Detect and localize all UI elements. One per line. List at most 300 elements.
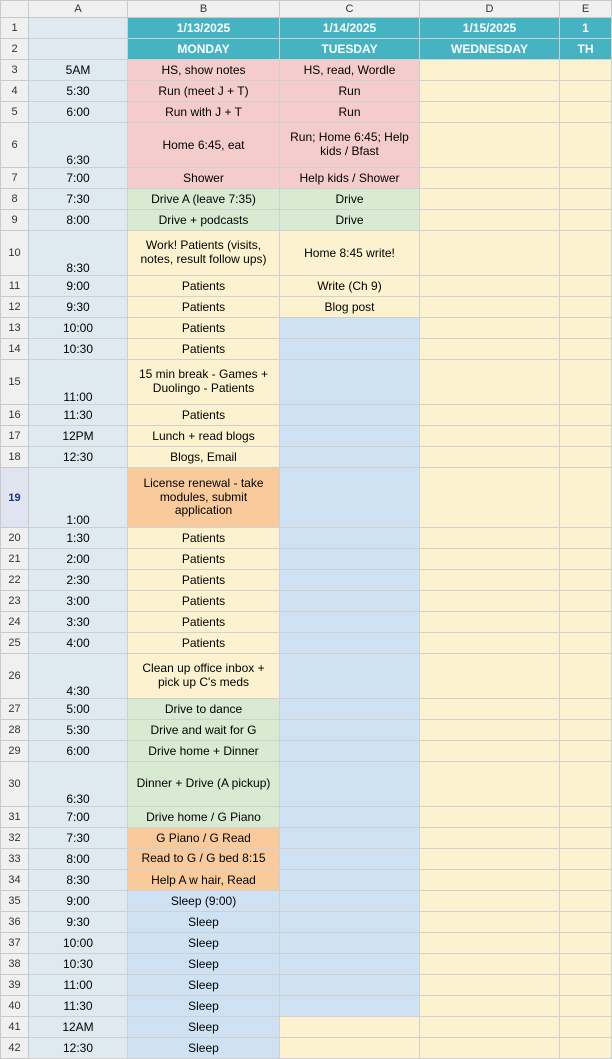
column-header-e[interactable]: E (560, 1, 612, 18)
cell-e11[interactable] (560, 276, 612, 297)
row-header-23[interactable]: 23 (1, 591, 29, 612)
cell-c13[interactable] (280, 318, 420, 339)
cell-b22[interactable]: Patients (128, 570, 280, 591)
cell-d21[interactable] (420, 549, 560, 570)
cell-c4[interactable]: Run (280, 81, 420, 102)
cell-b21[interactable]: Patients (128, 549, 280, 570)
table-row (1, 612, 612, 633)
cell-b3[interactable]: HS, show notes (128, 60, 280, 81)
cell-a26[interactable]: 4:30 (29, 654, 128, 699)
row-header-8[interactable]: 8 (1, 189, 29, 210)
cell-a29[interactable]: 6:00 (29, 741, 128, 762)
cell-d34[interactable] (420, 870, 560, 891)
row-header-33[interactable]: 33 (1, 849, 29, 870)
cell-a10[interactable]: 8:30 (29, 231, 128, 276)
cell-c8[interactable]: Drive (280, 189, 420, 210)
cell-e8[interactable] (560, 189, 612, 210)
cell-b14[interactable]: Patients (128, 339, 280, 360)
cell-d17[interactable] (420, 426, 560, 447)
cell-d27[interactable] (420, 699, 560, 720)
cell-d22[interactable] (420, 570, 560, 591)
table-row (1, 891, 612, 912)
row-header-41[interactable]: 41 (1, 1017, 29, 1038)
cell-e32[interactable] (560, 828, 612, 849)
row-header-40[interactable]: 40 (1, 996, 29, 1017)
cell-d2[interactable]: WEDNESDAY (420, 39, 560, 60)
cell-d14[interactable] (420, 339, 560, 360)
cell-a23[interactable]: 3:00 (29, 591, 128, 612)
cell-a21[interactable]: 2:00 (29, 549, 128, 570)
table-row (1, 39, 612, 60)
cell-c18[interactable] (280, 447, 420, 468)
cell-d23[interactable] (420, 591, 560, 612)
cell-c29[interactable] (280, 741, 420, 762)
table-row (1, 807, 612, 828)
cell-e16[interactable] (560, 405, 612, 426)
cell-e15[interactable] (560, 360, 612, 405)
cell-c11[interactable]: Write (Ch 9) (280, 276, 420, 297)
cell-b8[interactable]: Drive A (leave 7:35) (128, 189, 280, 210)
cell-b15[interactable]: 15 min break - Games + Duolingo - Patients (128, 360, 280, 405)
table-row (1, 231, 612, 276)
cell-d16[interactable] (420, 405, 560, 426)
cell-a13[interactable]: 10:00 (29, 318, 128, 339)
table-row (1, 828, 612, 849)
cell-c10[interactable]: Home 8:45 write! (280, 231, 420, 276)
cell-d31[interactable] (420, 807, 560, 828)
cell-a33[interactable]: 8:00 (29, 849, 128, 870)
cell-a35[interactable]: 9:00 (29, 891, 128, 912)
cell-d19[interactable] (420, 468, 560, 528)
cell-a9[interactable]: 8:00 (29, 210, 128, 231)
cell-a18[interactable]: 12:30 (29, 447, 128, 468)
cell-a32[interactable]: 7:30 (29, 828, 128, 849)
cell-b39[interactable]: Sleep (128, 975, 280, 996)
cell-e1[interactable]: 1 (560, 18, 612, 39)
cell-e31[interactable] (560, 807, 612, 828)
cell-b33[interactable]: Read to G / G bed 8:15 (128, 849, 280, 870)
row-header-7[interactable]: 7 (1, 168, 29, 189)
cell-a42[interactable]: 12:30 (29, 1038, 128, 1059)
cell-c3[interactable]: HS, read, Wordle (280, 60, 420, 81)
cell-c2[interactable]: TUESDAY (280, 39, 420, 60)
table-row (1, 189, 612, 210)
column-header-a[interactable]: A (29, 1, 128, 18)
row-header-35[interactable]: 35 (1, 891, 29, 912)
cell-b16[interactable]: Patients (128, 405, 280, 426)
cell-b35[interactable]: Sleep (9:00) (128, 891, 280, 912)
row-header-29[interactable]: 29 (1, 741, 29, 762)
row-header-25[interactable]: 25 (1, 633, 29, 654)
cell-a36[interactable]: 9:30 (29, 912, 128, 933)
table-row (1, 933, 612, 954)
cell-d15[interactable] (420, 360, 560, 405)
cell-e20[interactable] (560, 528, 612, 549)
cell-c27[interactable] (280, 699, 420, 720)
column-header-b[interactable]: B (128, 1, 280, 18)
cell-a12[interactable]: 9:30 (29, 297, 128, 318)
cell-c15[interactable] (280, 360, 420, 405)
cell-e12[interactable] (560, 297, 612, 318)
row-header-10[interactable]: 10 (1, 231, 29, 276)
table-row (1, 570, 612, 591)
cell-b26[interactable]: Clean up office inbox + pick up C's meds (128, 654, 280, 699)
cell-a7[interactable]: 7:00 (29, 168, 128, 189)
cell-a28[interactable]: 5:30 (29, 720, 128, 741)
cell-c40[interactable] (280, 996, 420, 1017)
cell-b34[interactable]: Help A w hair, Read (128, 870, 280, 891)
cell-c7[interactable]: Help kids / Shower (280, 168, 420, 189)
cell-c25[interactable] (280, 633, 420, 654)
cell-e17[interactable] (560, 426, 612, 447)
cell-b6[interactable]: Home 6:45, eat (128, 123, 280, 168)
row-header-12[interactable]: 12 (1, 297, 29, 318)
row-header-14[interactable]: 14 (1, 339, 29, 360)
row-header-15[interactable]: 15 (1, 360, 29, 405)
cell-a19[interactable]: 1:00 (29, 468, 128, 528)
cell-b11[interactable]: Patients (128, 276, 280, 297)
cell-e21[interactable] (560, 549, 612, 570)
cell-b19[interactable]: License renewal - take modules, submit application (128, 468, 280, 528)
cell-e29[interactable] (560, 741, 612, 762)
cell-c22[interactable] (280, 570, 420, 591)
cell-c39[interactable] (280, 975, 420, 996)
row-header-38[interactable]: 38 (1, 954, 29, 975)
cell-e22[interactable] (560, 570, 612, 591)
cell-c34[interactable] (280, 870, 420, 891)
column-header-d[interactable]: D (420, 1, 560, 18)
cell-e14[interactable] (560, 339, 612, 360)
cell-c16[interactable] (280, 405, 420, 426)
cell-a24[interactable]: 3:30 (29, 612, 128, 633)
cell-b25[interactable]: Patients (128, 633, 280, 654)
cell-a30[interactable]: 6:30 (29, 762, 128, 807)
table-row (1, 912, 612, 933)
cell-b4[interactable]: Run (meet J + T) (128, 81, 280, 102)
cell-d38[interactable] (420, 954, 560, 975)
cell-a16[interactable]: 11:30 (29, 405, 128, 426)
column-header-row (1, 1, 612, 18)
cell-c9[interactable]: Drive (280, 210, 420, 231)
row-header-39[interactable]: 39 (1, 975, 29, 996)
cell-c21[interactable] (280, 549, 420, 570)
cell-c30[interactable] (280, 762, 420, 807)
row-header-9[interactable]: 9 (1, 210, 29, 231)
cell-a40[interactable]: 11:30 (29, 996, 128, 1017)
cell-e33[interactable] (560, 849, 612, 870)
cell-c14[interactable] (280, 339, 420, 360)
row-header-6[interactable]: 6 (1, 123, 29, 168)
table-row (1, 849, 612, 870)
cell-e10[interactable] (560, 231, 612, 276)
table-row (1, 18, 612, 39)
row-header-24[interactable]: 24 (1, 612, 29, 633)
row-header-2[interactable]: 2 (1, 39, 29, 60)
cell-e26[interactable] (560, 654, 612, 699)
cell-e30[interactable] (560, 762, 612, 807)
cell-a37[interactable]: 10:00 (29, 933, 128, 954)
row-header-18[interactable]: 18 (1, 447, 29, 468)
row-header-28[interactable]: 28 (1, 720, 29, 741)
cell-a2[interactable] (29, 39, 128, 60)
cell-b13[interactable]: Patients (128, 318, 280, 339)
cell-d32[interactable] (420, 828, 560, 849)
cell-d25[interactable] (420, 633, 560, 654)
table-row (1, 81, 612, 102)
row-header-36[interactable]: 36 (1, 912, 29, 933)
cell-b9[interactable]: Drive + podcasts (128, 210, 280, 231)
cell-a22[interactable]: 2:30 (29, 570, 128, 591)
cell-d9[interactable] (420, 210, 560, 231)
cell-d12[interactable] (420, 297, 560, 318)
cell-e25[interactable] (560, 633, 612, 654)
cell-c35[interactable] (280, 891, 420, 912)
table-row (1, 741, 612, 762)
cell-e34[interactable] (560, 870, 612, 891)
cell-a3[interactable]: 5AM (29, 60, 128, 81)
cell-b20[interactable]: Patients (128, 528, 280, 549)
cell-d42[interactable] (420, 1038, 560, 1059)
cell-c37[interactable] (280, 933, 420, 954)
cell-d40[interactable] (420, 996, 560, 1017)
cell-b1[interactable]: 1/13/2025 (128, 18, 280, 39)
cell-d37[interactable] (420, 933, 560, 954)
cell-c36[interactable] (280, 912, 420, 933)
cell-b24[interactable]: Patients (128, 612, 280, 633)
row-header-32[interactable]: 32 (1, 828, 29, 849)
cell-d33[interactable] (420, 849, 560, 870)
table-row (1, 975, 612, 996)
cell-d36[interactable] (420, 912, 560, 933)
cell-e5[interactable] (560, 102, 612, 123)
cell-e19[interactable] (560, 468, 612, 528)
cell-a39[interactable]: 11:00 (29, 975, 128, 996)
cell-d5[interactable] (420, 102, 560, 123)
cell-e42[interactable] (560, 1038, 612, 1059)
row-header-3[interactable]: 3 (1, 60, 29, 81)
cell-b41[interactable]: Sleep (128, 1017, 280, 1038)
cell-b27[interactable]: Drive to dance (128, 699, 280, 720)
cell-e3[interactable] (560, 60, 612, 81)
table-row (1, 528, 612, 549)
cell-a5[interactable]: 6:00 (29, 102, 128, 123)
cell-d7[interactable] (420, 168, 560, 189)
cell-e13[interactable] (560, 318, 612, 339)
table-row (1, 447, 612, 468)
row-header-26[interactable]: 26 (1, 654, 29, 699)
cell-b17[interactable]: Lunch + read blogs (128, 426, 280, 447)
cell-c24[interactable] (280, 612, 420, 633)
table-row (1, 1038, 612, 1059)
cell-c41[interactable] (280, 1017, 420, 1038)
cell-d20[interactable] (420, 528, 560, 549)
cell-b36[interactable]: Sleep (128, 912, 280, 933)
cell-a15[interactable]: 11:00 (29, 360, 128, 405)
cell-c17[interactable] (280, 426, 420, 447)
cell-d11[interactable] (420, 276, 560, 297)
select-all-corner[interactable] (1, 1, 29, 18)
cell-c20[interactable] (280, 528, 420, 549)
cell-d24[interactable] (420, 612, 560, 633)
cell-e37[interactable] (560, 933, 612, 954)
cell-a34[interactable]: 8:30 (29, 870, 128, 891)
row-header-16[interactable]: 16 (1, 405, 29, 426)
table-row (1, 720, 612, 741)
cell-d35[interactable] (420, 891, 560, 912)
cell-b23[interactable]: Patients (128, 591, 280, 612)
cell-a41[interactable]: 12AM (29, 1017, 128, 1038)
cell-b31[interactable]: Drive home / G Piano (128, 807, 280, 828)
row-header-27[interactable]: 27 (1, 699, 29, 720)
cell-d3[interactable] (420, 60, 560, 81)
cell-d6[interactable] (420, 123, 560, 168)
cell-c26[interactable] (280, 654, 420, 699)
cell-b12[interactable]: Patients (128, 297, 280, 318)
cell-c32[interactable] (280, 828, 420, 849)
cell-b18[interactable]: Blogs, Email (128, 447, 280, 468)
table-row (1, 1017, 612, 1038)
cell-e35[interactable] (560, 891, 612, 912)
cell-a25[interactable]: 4:00 (29, 633, 128, 654)
table-row (1, 870, 612, 891)
row-header-42[interactable]: 42 (1, 1038, 29, 1059)
table-row (1, 360, 612, 405)
cell-e6[interactable] (560, 123, 612, 168)
cell-a11[interactable]: 9:00 (29, 276, 128, 297)
cell-c19[interactable] (280, 468, 420, 528)
table-row (1, 210, 612, 231)
cell-c42[interactable] (280, 1038, 420, 1059)
cell-e27[interactable] (560, 699, 612, 720)
table-row (1, 762, 612, 807)
row-header-34[interactable]: 34 (1, 870, 29, 891)
cell-c1[interactable]: 1/14/2025 (280, 18, 420, 39)
cell-d13[interactable] (420, 318, 560, 339)
cell-c31[interactable] (280, 807, 420, 828)
table-row (1, 405, 612, 426)
cell-c38[interactable] (280, 954, 420, 975)
cell-d29[interactable] (420, 741, 560, 762)
table-row (1, 591, 612, 612)
row-header-22[interactable]: 22 (1, 570, 29, 591)
cell-b29[interactable]: Drive home + Dinner (128, 741, 280, 762)
cell-a27[interactable]: 5:00 (29, 699, 128, 720)
cell-b38[interactable]: Sleep (128, 954, 280, 975)
cell-c5[interactable]: Run (280, 102, 420, 123)
row-header-20[interactable]: 20 (1, 528, 29, 549)
cell-b30[interactable]: Dinner + Drive (A pickup) (128, 762, 280, 807)
cell-c28[interactable] (280, 720, 420, 741)
cell-a14[interactable]: 10:30 (29, 339, 128, 360)
cell-a6[interactable]: 6:30 (29, 123, 128, 168)
table-row (1, 426, 612, 447)
cell-d41[interactable] (420, 1017, 560, 1038)
table-row (1, 276, 612, 297)
cell-b5[interactable]: Run with J + T (128, 102, 280, 123)
table-row (1, 699, 612, 720)
row-header-11[interactable]: 11 (1, 276, 29, 297)
cell-e41[interactable] (560, 1017, 612, 1038)
cell-c23[interactable] (280, 591, 420, 612)
table-row (1, 954, 612, 975)
cell-e36[interactable] (560, 912, 612, 933)
cell-d30[interactable] (420, 762, 560, 807)
row-header-31[interactable]: 31 (1, 807, 29, 828)
cell-c12[interactable]: Blog post (280, 297, 420, 318)
table-row (1, 318, 612, 339)
cell-a1[interactable] (29, 18, 128, 39)
cell-e24[interactable] (560, 612, 612, 633)
cell-e40[interactable] (560, 996, 612, 1017)
cell-d8[interactable] (420, 189, 560, 210)
table-row (1, 549, 612, 570)
cell-b7[interactable]: Shower (128, 168, 280, 189)
table-row (1, 168, 612, 189)
table-row (1, 102, 612, 123)
cell-d18[interactable] (420, 447, 560, 468)
cell-d4[interactable] (420, 81, 560, 102)
cell-d1[interactable]: 1/15/2025 (420, 18, 560, 39)
cell-b28[interactable]: Drive and wait for G (128, 720, 280, 741)
cell-e18[interactable] (560, 447, 612, 468)
cell-b37[interactable]: Sleep (128, 933, 280, 954)
cell-b42[interactable]: Sleep (128, 1038, 280, 1059)
cell-b32[interactable]: G Piano / G Read (128, 828, 280, 849)
row-header-17[interactable]: 17 (1, 426, 29, 447)
cell-d39[interactable] (420, 975, 560, 996)
table-row (1, 123, 612, 168)
table-row (1, 654, 612, 699)
table-row (1, 996, 612, 1017)
cell-c33[interactable] (280, 849, 420, 870)
table-row (1, 468, 612, 528)
row-header-21[interactable]: 21 (1, 549, 29, 570)
row-header-19[interactable]: 19 (1, 468, 29, 528)
cell-a31[interactable]: 7:00 (29, 807, 128, 828)
row-header-5[interactable]: 5 (1, 102, 29, 123)
cell-e23[interactable] (560, 591, 612, 612)
cell-a17[interactable]: 12PM (29, 426, 128, 447)
cell-e9[interactable] (560, 210, 612, 231)
table-row (1, 60, 612, 81)
cell-a4[interactable]: 5:30 (29, 81, 128, 102)
cell-a8[interactable]: 7:30 (29, 189, 128, 210)
table-row (1, 633, 612, 654)
row-header-4[interactable]: 4 (1, 81, 29, 102)
cell-e7[interactable] (560, 168, 612, 189)
cell-e28[interactable] (560, 720, 612, 741)
cell-a20[interactable]: 1:30 (29, 528, 128, 549)
cell-e39[interactable] (560, 975, 612, 996)
cell-d10[interactable] (420, 231, 560, 276)
cell-e4[interactable] (560, 81, 612, 102)
row-header-1[interactable]: 1 (1, 18, 29, 39)
cell-d26[interactable] (420, 654, 560, 699)
cell-b10[interactable]: Work! Patients (visits, notes, result follow ups) (128, 231, 280, 276)
row-header-13[interactable]: 13 (1, 318, 29, 339)
table-row (1, 297, 612, 318)
cell-e38[interactable] (560, 954, 612, 975)
cell-e2[interactable]: TH (560, 39, 612, 60)
cell-c6[interactable]: Run; Home 6:45; Help kids / Bfast (280, 123, 420, 168)
cell-a38[interactable]: 10:30 (29, 954, 128, 975)
cell-d28[interactable] (420, 720, 560, 741)
column-header-c[interactable]: C (280, 1, 420, 18)
cell-b2[interactable]: MONDAY (128, 39, 280, 60)
row-header-37[interactable]: 37 (1, 933, 29, 954)
row-header-30[interactable]: 30 (1, 762, 29, 807)
cell-b40[interactable]: Sleep (128, 996, 280, 1017)
